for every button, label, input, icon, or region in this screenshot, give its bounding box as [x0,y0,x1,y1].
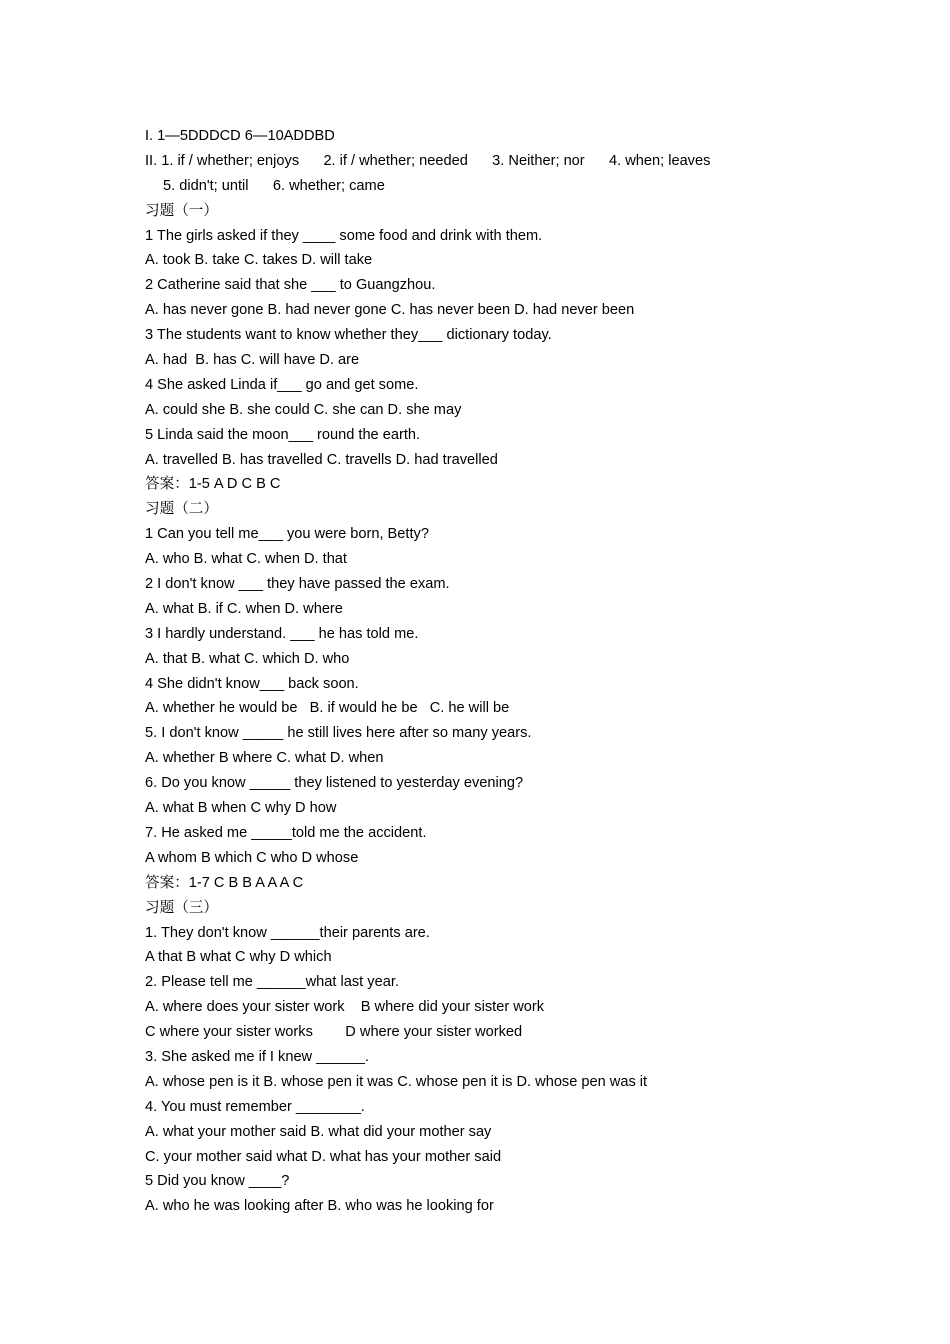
text-line: I. 1—5DDDCD 6—10ADDBD [145,128,335,144]
text-line: C. your mother said what D. what has your mother said [145,1148,502,1165]
text-line: 3 I hardly understand. ___ he has told me. [145,625,419,642]
text-line: 4. You must remember ________. [145,1098,365,1115]
text-line: 5 Linda said the moon___ round the earth. [145,426,421,443]
text-line: A. has never gone B. had never gone C. has never been D. had never been [145,302,635,319]
text-line: 1 Can you tell me___ you were born, Betty? [145,526,429,543]
text-line: A. took B. take C. takes D. will take [145,252,373,269]
text-line: 7. He asked me _____told me the accident. [145,824,427,841]
text-line: A. had B. has C. will have D. are [145,352,360,369]
text-line: 习题（一） [145,202,218,219]
text-line: A. travelled B. has travelled C. travells D. had travelled [145,451,498,468]
text-line: 5 Did you know ____? [145,1173,290,1190]
text-line: 2 Catherine said that she ___ to Guangzhou. [145,277,436,294]
text-line: A. could she B. she could C. she can D. she may [145,401,462,418]
document-body [145,124,845,1219]
text-line: 6. Do you know _____ they listened to yesterday evening? [145,775,524,792]
text-line: 2. Please tell me ______what last year. [145,974,399,991]
text-line: A. who he was looking after B. who was he looking for [145,1198,494,1215]
text-line: 习题（二） [145,501,218,518]
text-line: A. who B. what C. when D. that [145,551,347,568]
text-line: A. where does your sister work B where did your sister work [145,999,545,1016]
text-line: A. what B when C why D how [145,800,337,817]
text-line: 3 The students want to know whether they___ dictionary today. [145,327,552,344]
text-line: 4 She didn't know___ back soon. [145,675,359,692]
text-line: 答案：1-5 A D C B C [145,476,281,493]
text-line: A whom B which C who D whose [145,849,359,866]
text-line: A. whether he would be B. if would he be C. he will be [145,700,510,717]
text-line: A that B what C why D which [145,949,332,966]
text-line: C where your sister works D where your sister worked [145,1024,523,1041]
text-line: 1. They don't know ______their parents are. [145,924,430,941]
text-line: 5. I don't know _____ he still lives here after so many years. [145,725,532,742]
text-line: A. whose pen is it B. whose pen it was C. whose pen it is D. whose pen was it [145,1073,648,1090]
text-line: 4 She asked Linda if___ go and get some. [145,376,419,393]
text-line: A. what B. if C. when D. where [145,600,343,617]
text-line: 5. didn't; until 6. whether; came [163,177,385,194]
text-line: A. whether B where C. what D. when [145,750,384,767]
text-line: 习题（三） [145,899,218,916]
text-line: A. that B. what C. which D. who [145,650,350,667]
text-line: 3. She asked me if I knew ______. [145,1048,369,1065]
text-line: 2 I don't know ___ they have passed the exam. [145,576,450,593]
text-line: 答案：1-7 C B B A A A C [145,874,304,891]
text-line: 1 The girls asked if they ____ some food and drink with them. [145,227,543,244]
text-line: II. 1. if / whether; enjoys 2. if / whether; needed 3. Neither; nor 4. when; leaves [145,152,711,169]
text-line: A. what your mother said B. what did your mother say [145,1123,492,1140]
